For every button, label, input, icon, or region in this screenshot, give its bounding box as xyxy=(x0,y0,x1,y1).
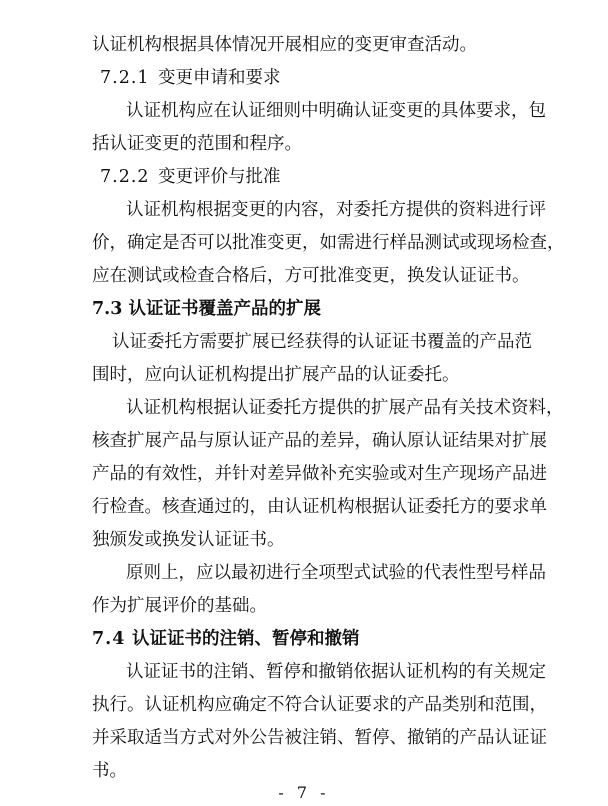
paragraph-line xyxy=(0,689,608,721)
text-line: 应在测试或检查合格后，方可批准变更，换发认证证书。 xyxy=(92,266,530,286)
text-line: 认证机构根据认证委托方提供的扩展产品有关技术资料， xyxy=(126,398,564,418)
paragraph-line xyxy=(0,227,608,259)
subsection-number: 7.2.1 xyxy=(100,68,150,88)
paragraph-line xyxy=(0,95,608,127)
text-line: 认证机构根据具体情况开展相应的变更审查活动。 xyxy=(92,35,477,55)
text-line: 书。 xyxy=(92,761,127,781)
paragraph-line xyxy=(0,425,608,457)
paragraph-line xyxy=(0,656,608,688)
paragraph-line xyxy=(0,557,608,589)
subsection-heading-7-2-1 xyxy=(0,62,608,94)
text-line: 执行。认证机构应确定不符合认证要求的产品类别和范围， xyxy=(92,695,547,715)
section-number: 7.4 xyxy=(92,629,126,649)
text-line: 行检查。核查通过的，由认证机构根据认证委托方的要求单 xyxy=(92,497,547,517)
text-line: 认证机构应在认证细则中明确认证变更的具体要求，包 xyxy=(126,101,546,121)
paragraph-line xyxy=(0,359,608,391)
paragraph-line xyxy=(0,194,608,226)
subsection-title: 变更申请和要求 xyxy=(158,68,281,88)
text-line: 括认证变更的范围和程序。 xyxy=(92,134,302,154)
text-line: 核查扩展产品与原认证产品的差异，确认原认证结果对扩展 xyxy=(92,431,547,451)
paragraph-line xyxy=(0,260,608,292)
paragraph-line xyxy=(0,326,608,358)
text-line: 认证证书的注销、暂停和撤销依据认证机构的有关规定 xyxy=(126,662,546,682)
section-heading-7-3 xyxy=(0,293,608,325)
paragraph-line xyxy=(0,29,608,61)
paragraph-line xyxy=(0,128,608,160)
text-line: 围时，应向认证机构提出扩展产品的认证委托。 xyxy=(92,365,460,385)
text-line: 价，确定是否可以批准变更，如需进行样品测试或现场检查， xyxy=(92,233,565,253)
text-line: 产品的有效性，并针对差异做补充实验或对生产现场产品进 xyxy=(92,464,547,484)
text-line: 原则上，应以最初进行全项型式试验的代表性型号样品 xyxy=(126,563,546,583)
paragraph-line xyxy=(0,524,608,556)
section-heading-7-4 xyxy=(0,623,608,655)
subsection-title: 变更评价与批准 xyxy=(158,167,281,187)
text-line: 认证机构根据变更的内容，对委托方提供的资料进行评 xyxy=(126,200,546,220)
text-line: 独颁发或换发认证证书。 xyxy=(92,530,285,550)
paragraph-line xyxy=(0,392,608,424)
paragraph-line xyxy=(0,458,608,490)
subsection-heading-7-2-2 xyxy=(0,161,608,193)
section-title: 7.3 认证证书覆盖产品的扩展 xyxy=(92,299,322,319)
text-line: 认证委托方需要扩展已经获得的认证证书覆盖的产品范 xyxy=(112,332,532,352)
text-line: 并采取适当方式对外公告被注销、暂停、撤销的产品认证证 xyxy=(92,728,547,748)
subsection-number: 7.2.2 xyxy=(100,167,150,187)
paragraph-line xyxy=(0,722,608,754)
page-number: - 7 - xyxy=(278,783,330,802)
paragraph-line xyxy=(0,491,608,523)
section-title: 认证证书的注销、暂停和撤销 xyxy=(132,629,360,649)
paragraph-line xyxy=(0,590,608,622)
text-line: 作为扩展评价的基础。 xyxy=(92,596,267,616)
